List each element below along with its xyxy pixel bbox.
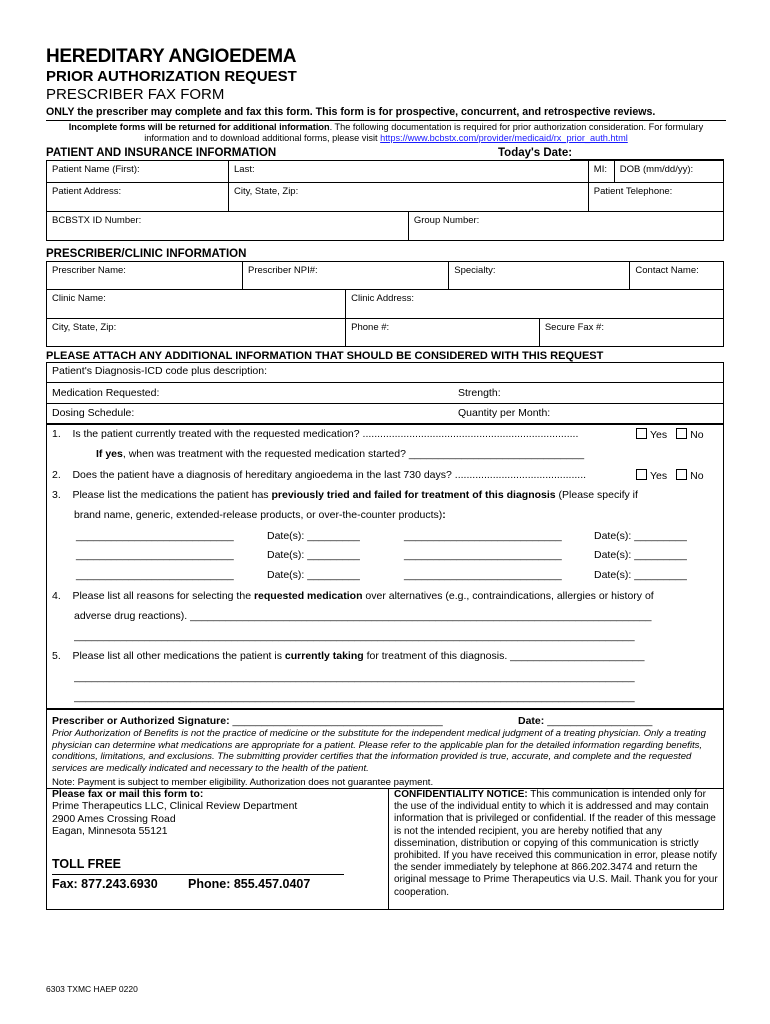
tried-med-6[interactable]: ___________________________ [404, 569, 562, 581]
mail-line-1: Prime Therapeutics LLC, Clinical Review Department [52, 801, 298, 813]
q2-answer [633, 469, 704, 482]
q4-line2[interactable]: adverse drug reactions). _______________________________________________________________________________ [74, 610, 652, 622]
q1-number: 1. [52, 428, 61, 440]
toll-free-label: TOLL FREE [52, 857, 121, 871]
patient-dob-label: DOB (mm/dd/yy): [619, 164, 694, 175]
signature-row [52, 715, 443, 727]
tried-med-2[interactable]: ___________________________ [404, 530, 562, 542]
tried-med-6-dates[interactable]: Date(s): _________ [594, 569, 687, 581]
q5-answer-line-1[interactable]: ________________________________________________________________________________________________ [74, 671, 635, 683]
mail-line-2: 2900 Ames Crossing Road [52, 813, 176, 825]
disclaimer: Prior Authorization of Benefits is not the practice of medicine or the substitute for the independent medical judgment of a treating physician. Only a treating physician can determine what medications are appropriate for a patient. Please refer to the applicable plan for the detailed information regarding benefits, conditions, limitations, and exclusions. The submitting provider certifies that the information provided is true, accurate, and complete and the requested services are medically indicated and necessary to the health of the patient. [52, 728, 706, 774]
q2-number: 2. [52, 469, 61, 481]
q1-text: Is the patient currently treated with the requested medication? .......................................................................... [72, 428, 579, 440]
clinic-city-label: City, State, Zip: [52, 322, 117, 333]
phone-number: Phone: 855.457.0407 [188, 877, 311, 891]
question-4 [52, 590, 654, 602]
fax-number: Fax: 877.243.6930 [52, 877, 158, 891]
incomplete-bold: Incomplete forms will be returned for additional information [68, 122, 330, 132]
q2-yes-checkbox[interactable] [636, 469, 647, 480]
patient-telephone-field[interactable] [588, 183, 723, 212]
prescriber-name-field[interactable] [47, 262, 243, 290]
confidentiality-notice [394, 789, 720, 899]
mail-block [52, 789, 297, 839]
question-5 [52, 650, 694, 662]
clinic-city-field[interactable] [47, 319, 346, 347]
mail-line-3: Eagan, Minnesota 55121 [52, 826, 168, 838]
prescriber-npi-label: Prescriber NPI#: [248, 265, 318, 276]
patient-first-name-field[interactable] [47, 161, 229, 183]
prior-auth-link[interactable]: https://www.bcbstx.com/provider/medicaid/rx_prior_auth.html [380, 133, 628, 143]
form-type: PRESCRIBER FAX FORM [46, 86, 225, 103]
tried-med-2-dates[interactable]: Date(s): _________ [594, 530, 687, 542]
prescriber-notice: ONLY the prescriber may complete and fax this form. This form is for prospective, concurrent, and retrospective reviews. [46, 106, 656, 118]
contact-name-label: Contact Name: [635, 265, 699, 276]
q4-bold: requested medication [253, 590, 363, 602]
bcbstx-id-field[interactable] [47, 212, 409, 241]
header-divider [46, 120, 726, 121]
confidentiality-text: This communication is intended only for the use of the individual entity to which it is addressed and may contain information that is privileged or confidential. If the reader of this message is not the intended recipient, you are hereby notified that any dissemination, distribution or copying of this communication is strictly prohibited. If you have received this communication in error, please notify the sender immediately by telephone at 866.202.3474 and return the original message to Prime Therapeutics via U.S. Mail. Thank you for your cooperation. [394, 789, 718, 898]
prescriber-name-label: Prescriber Name: [52, 265, 126, 276]
patient-mi-label: MI: [593, 164, 607, 175]
question-3 [52, 489, 638, 501]
prescriber-info-table [46, 261, 724, 347]
tried-med-1[interactable]: ___________________________ [76, 530, 234, 542]
group-number-label: Group Number: [413, 215, 480, 226]
question-1 [52, 428, 578, 440]
contact-name-field[interactable] [630, 262, 724, 290]
clinic-address-label: Clinic Address: [351, 293, 414, 304]
incomplete-text: . The following documentation is required for prior authorization consideration. For formulary information and to download additional forms, please visit [144, 122, 704, 143]
patient-city-field[interactable] [229, 183, 589, 212]
secure-fax-field[interactable] [539, 319, 723, 347]
attach-section-heading: PLEASE ATTACH ANY ADDITIONAL INFORMATION THAT SHOULD BE CONSIDERED WITH THIS REQUEST [46, 350, 604, 362]
patient-last-name-label: Last: [234, 164, 255, 175]
signature-date-label: Date: [518, 715, 545, 727]
tried-med-4-dates[interactable]: Date(s): _________ [594, 549, 687, 561]
q1-followup[interactable] [96, 448, 584, 460]
q3-text-a: Please list the medications the patient has [72, 489, 272, 501]
q5-text-b: for treatment of this diagnosis. _______________________ [363, 650, 645, 662]
signature-date-field[interactable]: __________________ [547, 715, 653, 727]
medication-requested-field[interactable]: Medication Requested: [52, 387, 160, 399]
specialty-label: Specialty: [454, 265, 496, 276]
tried-med-1-dates[interactable]: Date(s): _________ [267, 530, 360, 542]
clinic-phone-label: Phone #: [351, 322, 390, 333]
q4-answer-line[interactable]: ________________________________________________________________________________________________ [74, 630, 635, 642]
q1-no-checkbox[interactable] [676, 428, 687, 439]
mail-heading: Please fax or mail this form to: [52, 789, 204, 800]
clinic-phone-field[interactable] [346, 319, 540, 347]
group-number-field[interactable] [408, 212, 723, 241]
patient-section-heading: PATIENT AND INSURANCE INFORMATION [46, 147, 277, 159]
form-title: HEREDITARY ANGIOEDEMA [46, 46, 297, 67]
q2-text: Does the patient have a diagnosis of hereditary angioedema in the last 730 days? ............................................. [72, 469, 587, 481]
tried-med-5[interactable]: ___________________________ [76, 569, 234, 581]
q5-number: 5. [52, 650, 61, 662]
clinic-address-field[interactable] [346, 290, 724, 319]
signature-date-row [518, 715, 652, 727]
question-2 [52, 469, 586, 481]
q4-number: 4. [52, 590, 61, 602]
q2-yes-label: Yes [650, 470, 668, 482]
incomplete-forms-note [46, 122, 726, 144]
q4-text-b: over alternatives (e.g., contraindications, allergies or history of [362, 590, 654, 602]
q3-line2 [74, 509, 446, 521]
patient-mi-field[interactable] [588, 161, 614, 183]
divider [46, 403, 724, 404]
q5-text-a: Please list all other medications the patient is [72, 650, 285, 662]
q3-line2-text: brand name, generic, extended-release products, or over-the-counter products) [74, 509, 443, 521]
tried-med-3[interactable]: ___________________________ [76, 549, 234, 561]
clinic-name-label: Clinic Name: [52, 293, 106, 304]
patient-address-field[interactable] [47, 183, 229, 212]
divider [388, 788, 389, 910]
divider [46, 382, 724, 383]
signature-label: Prescriber or Authorized Signature: [52, 715, 230, 727]
q1-followup-text: , when was treatment with the requested medication started? ______________________________ [122, 448, 585, 460]
q4-text-a: Please list all reasons for selecting the [72, 590, 254, 602]
tried-med-5-dates[interactable]: Date(s): _________ [267, 569, 360, 581]
bcbstx-id-label: BCBSTX ID Number: [52, 215, 142, 226]
confidentiality-heading: CONFIDENTIALITY NOTICE: [394, 789, 528, 800]
q1-yes-checkbox[interactable] [636, 428, 647, 439]
q3-text-b: (Please specify if [555, 489, 638, 501]
q1-no-label: No [690, 429, 704, 441]
patient-telephone-label: Patient Telephone: [593, 186, 673, 197]
patient-city-label: City, State, Zip: [234, 186, 299, 197]
patient-address-label: Patient Address: [52, 186, 122, 197]
patient-dob-field[interactable] [614, 161, 723, 183]
q3-colon: : [442, 509, 446, 521]
divider [52, 874, 344, 875]
clinic-name-field[interactable] [47, 290, 346, 319]
patient-first-name-label: Patient Name (First): [52, 164, 140, 175]
patient-info-table [46, 160, 724, 241]
q3-number: 3. [52, 489, 61, 501]
dosing-schedule-field[interactable]: Dosing Schedule: [52, 407, 135, 419]
patient-last-name-field[interactable] [229, 161, 589, 183]
questions-box [46, 424, 724, 709]
prescriber-section-heading: PRESCRIBER/CLINIC INFORMATION [46, 248, 247, 260]
quantity-per-month-field[interactable]: Quantity per Month: [458, 407, 551, 419]
tried-med-4[interactable]: ___________________________ [404, 549, 562, 561]
strength-field[interactable]: Strength: [458, 387, 501, 399]
signature-field[interactable]: ____________________________________ [232, 715, 443, 727]
payment-note: Note: Payment is subject to member eligibility. Authorization does not guarantee payment. [52, 777, 434, 788]
q2-no-label: No [690, 470, 704, 482]
form-code: 6303 TXMC HAEP 0220 [46, 984, 138, 994]
todays-date-label: Today's Date: [498, 147, 573, 159]
specialty-field[interactable] [449, 262, 630, 290]
form-subtitle: PRIOR AUTHORIZATION REQUEST [46, 68, 297, 85]
q3-bold: previously tried and failed for treatment of this diagnosis [271, 489, 556, 501]
tried-med-3-dates[interactable]: Date(s): _________ [267, 549, 360, 561]
secure-fax-label: Secure Fax #: [544, 322, 604, 333]
prescriber-npi-field[interactable] [243, 262, 449, 290]
diagnosis-field[interactable]: Patient's Diagnosis-ICD code plus description: [52, 365, 268, 377]
q2-no-checkbox[interactable] [676, 469, 687, 480]
q1-followup-bold: If yes [96, 448, 123, 460]
q5-answer-line-2[interactable]: ________________________________________________________________________________________________ [74, 691, 635, 703]
q1-answer [633, 428, 704, 441]
q5-bold: currently taking [284, 650, 364, 662]
q1-yes-label: Yes [650, 429, 668, 441]
